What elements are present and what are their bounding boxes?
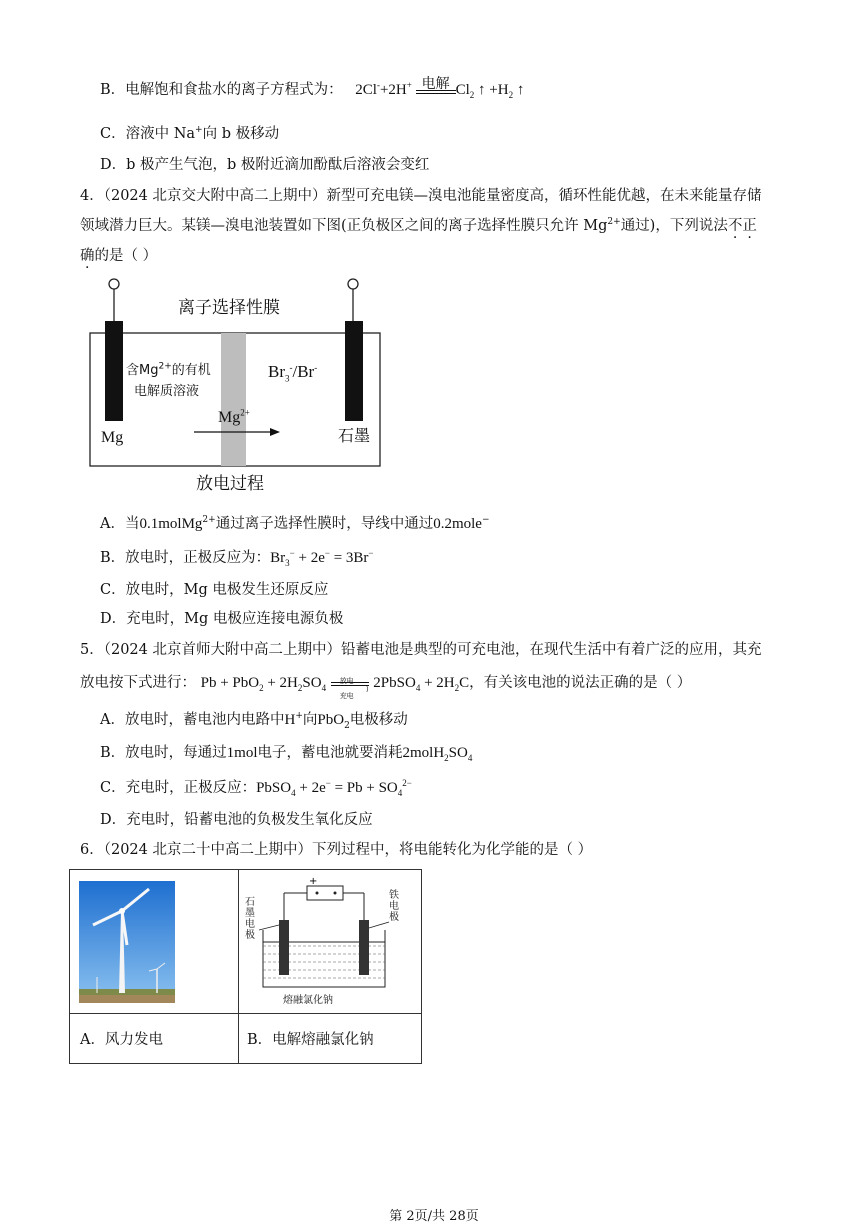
q3-option-b: B．电解饱和食盐水的离子方程式为： 2Cl-+2H+ 电解 $Cl_2$ ↑ $+H_2$ ↑ [100,76,525,100]
discharge-caption: 放电过程 [196,474,264,494]
left-terminal [109,279,119,289]
graphite-electrode-label: 石墨电极 [245,897,255,941]
graphite-electrode [345,321,363,421]
q6-options-table [69,869,422,1064]
iron-electrode-label: 铁电极 [389,890,399,923]
mg-electrode-label: Mg [101,429,124,446]
q5-option-d: D．充电时，铅蓄电池的负极发生氧化反应 [100,812,373,828]
q5-stem-line2: 放电按下式进行： $Pb + PbO_2 + 2H_2SO_4$ 放电 ⟩ 充电 2PbSO$_4$ + $2H_2C$，有关该电池的说法正确的是（ ） [80,675,692,700]
wind-turbine-photo [79,881,175,1003]
iron-electrode [359,920,369,975]
q4-option-c: C．放电时，Mg 电极发生还原反应 [100,582,329,598]
q6-image-cell-a [70,870,239,1014]
q6-option-b: B．电解熔融氯化钠 [239,1014,422,1064]
molten-nacl-label: 熔融氯化钠 [283,995,333,1006]
reversible-arrow: 放电 ⟩ 充电 [331,673,369,693]
left-solution-label-2: 电解质溶液 [134,384,200,399]
q5-option-a: A．放电时，蓄电池内电路中H+向PbO$_2$电极移动 [100,711,408,731]
ion-selective-membrane [221,333,246,466]
right-terminal [348,279,358,289]
q6-option-a: A．风力发电 [70,1014,239,1064]
q4-option-d: D．充电时，Mg 电极应连接电源负极 [100,611,344,627]
q4-stem-line3: 确的是（ ） [80,248,158,264]
electrolysis-condition: 电解 [421,76,450,92]
q3-option-c: C．溶液中 Na+向 b 极移动 [100,125,280,142]
left-solution-label-1: 含$Mg^{2+}$的有机 [126,361,211,378]
q5-option-c: C．充电时，正极反应：PbSO$_4$ + $2e^- = Pb + SO_4^{2-}$ [100,778,412,798]
mg-ion-label: $Mg^{2+}$ [218,407,250,426]
q5-stem-line1: 5．（2024 北京首师大附中高二上期中）铅蓄电池是典型的可充电池，在现代生活中有着广泛的应用，其充 [80,642,762,658]
q5-option-b: B．放电时，每通过1mol电子，蓄电池就要消耗$2molH_2SO_4$ [100,745,473,763]
q4-stem-line2: 领域潜力巨大。某镁—溴电池装置如下图(正负极区之间的离子选择性膜只允许 $Mg^{2+}$通过)，下列说法不正 [80,217,757,234]
q6-image-cell-b [239,870,422,1014]
right-solution-label: $Br_3^-/Br^-$ [268,362,318,384]
mg-electrode [105,321,123,421]
graphite-electrode [279,920,289,975]
svg-text:+: + [309,876,318,887]
q6-stem: 6．（2024 北京二十中高二上期中）下列过程中，将电能转化为化学能的是（ ） [80,842,593,858]
q4-option-b: B．放电时，正极反应为：$Br_3^- + 2e^- = 3Br^-$ [100,548,374,568]
q3-equation: 2Cl-+2H+ 电解 $Cl_2$ ↑ $+H_2$ ↑ [355,76,525,100]
page-footer: 第 2页/共 28页 [389,1209,479,1224]
q3-option-d: D．b 极产生气泡，b 极附近滴加酚酞后溶液会变红 [100,157,430,173]
q4-stem-line1: 4．（2024 北京交大附中高二上期中）新型可充电镁—溴电池能量密度高，循环性能优越，在未来能量存储 [80,188,762,204]
membrane-label: 离子选择性膜 [178,298,280,318]
q4-option-a: A．当0.1molMg$^{2+}$通过离子选择性膜时，导线中通过0.2mole− [100,515,490,532]
graphite-electrode-label: 石墨 [338,426,371,445]
